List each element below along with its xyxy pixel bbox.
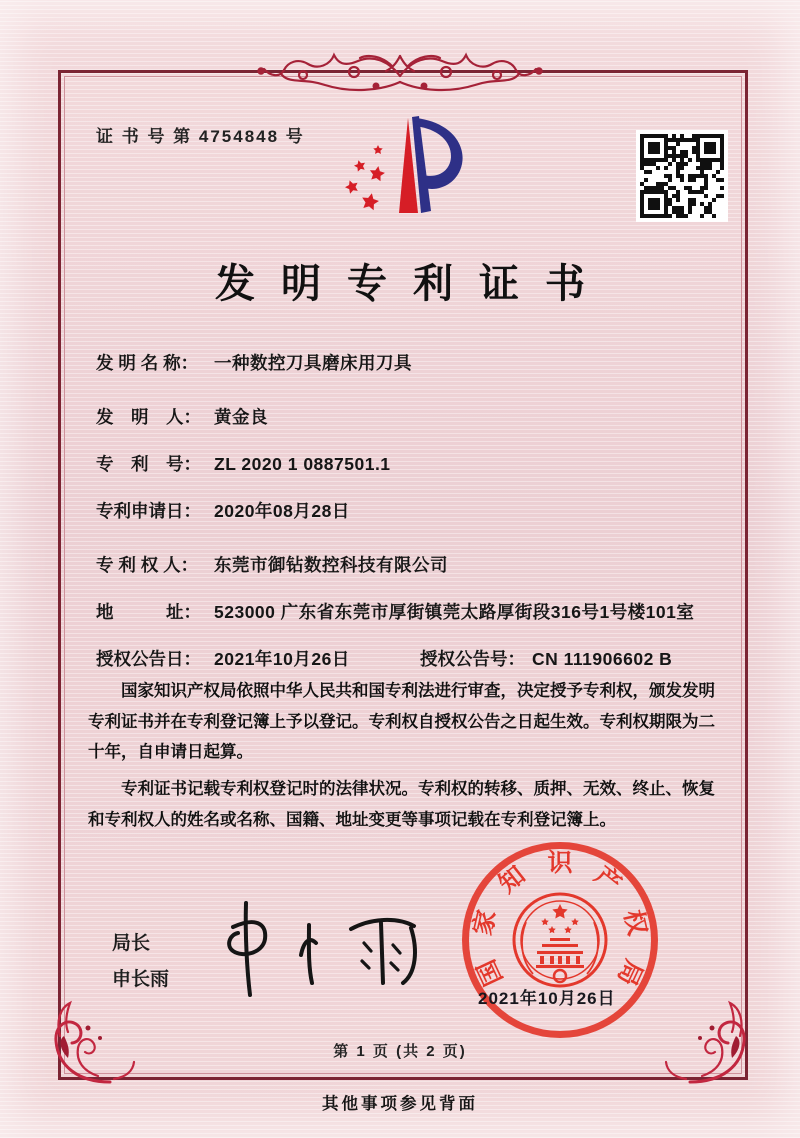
director-name: 申长雨 [112,969,170,990]
field-inventor [96,404,720,430]
legal-paragraph-2: 专利证书记载专利权登记时的法律状况。专利权的转移、质押、无效、终止、恢复和专利权人的姓名或名称、国籍、地址变更等事项记载在专利登记簿上。 [88,779,715,829]
field-label: 发 明 人： [96,407,201,427]
field-patent-number [96,451,720,477]
field-value: ZL 2020 1 0887501.1 [214,454,391,474]
field-filing-date [96,498,720,524]
field-label: 地 址： [96,602,201,622]
certificate-number: 证 书 号 第 4754848 号 [96,127,305,146]
seal-ring-character: 局 [611,955,647,990]
field-label: 授权公告号： [420,649,525,669]
seal-ring-character: 产 [589,861,626,899]
seal-ring-character: 知 [494,861,531,899]
qr-module [720,214,724,218]
legal-paragraph-1: 国家知识产权局依照中华人民共和国专利法进行审查，决定授予专利权，颁发发明专利证书并在专利登记簿上予以登记。专利权自授权公告之日起生效。专利权期限为二十年，自申请日起算。 [88,681,715,762]
certificate-fields [96,350,720,693]
seal-ring-character: 家 [469,907,502,939]
national-emblem-icon [509,888,611,992]
field-address [96,599,720,625]
field-invention-name [96,350,720,376]
field-label: 专 利 权 人： [96,555,199,575]
legal-text [88,676,730,841]
field-label: 专 利 号： [96,454,201,474]
director-signature [205,895,435,1000]
back-side-note: 其他事项参见背面 [322,1094,478,1113]
seal-ring-character: 国 [473,955,509,990]
field-value: 2021年10月26日 [214,649,350,669]
director-title: 局长 [112,933,151,954]
page-number: 第 1 页 (共 2 页) [333,1043,467,1060]
field-value: 2020年08月28日 [214,501,350,521]
field-label: 专利申请日： [96,501,201,521]
certificate-title: 发明专利证书 [215,261,611,306]
seal-ring-character: 识 [547,850,573,877]
field-value: 一种数控刀具磨床用刀具 [214,353,412,373]
cnipa-logo [328,96,478,234]
field-label: 发 明 名 称： [96,353,199,373]
field-value: CN 111906602 B [532,649,673,669]
field-value: 黄金良 [214,407,268,427]
seal-ring-character: 权 [618,907,651,939]
qr-code [636,130,728,222]
field-value: 523000 广东省东莞市厚街镇莞太路厚街段316号1号楼101室 [214,602,695,622]
field-value: 东莞市御钻数控科技有限公司 [214,555,448,575]
field-label: 授权公告日： [96,649,201,669]
field-patentee [96,552,720,578]
seal-date: 2021年10月26日 [478,989,616,1008]
field-grant [96,646,720,672]
